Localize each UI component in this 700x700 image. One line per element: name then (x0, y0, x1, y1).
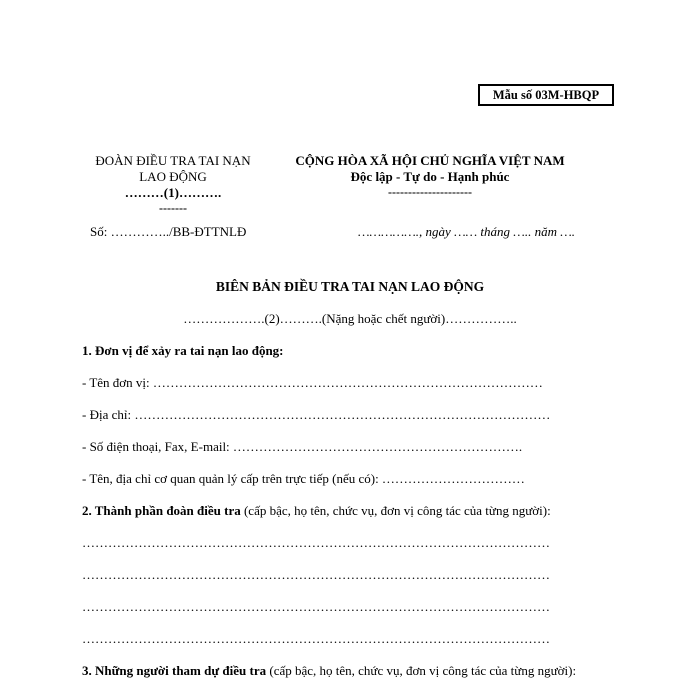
section2-heading: 2. Thành phần đoàn điều tra (82, 503, 241, 518)
form-code-box (478, 84, 614, 106)
document-subtitle: ……………….(2)……….(Nặng hoặc chết người)…………….. (183, 311, 517, 326)
agency-line1: ĐOÀN ĐIỀU TRA TAI NẠN (95, 153, 251, 168)
section3-note: (cấp bậc, họ tên, chức vụ, đơn vị công tác của từng người): (266, 663, 577, 678)
section3-heading: 3. Những người tham dự điều tra (82, 663, 267, 678)
section2-dots-4: ……………………………………………………………………………………………… (82, 631, 550, 646)
section2-heading-row (82, 503, 551, 519)
nation-header (280, 153, 580, 199)
document-number: Số: …………../BB-ĐTTNLĐ (90, 224, 247, 239)
section2-dots-3: ……………………………………………………………………………………………… (82, 599, 550, 614)
section1-parent-agency: - Tên, địa chỉ cơ quan quản lý cấp trên trực tiếp (nếu có): …………………………… (82, 471, 525, 486)
agency-line3: ………(1)………. (124, 185, 222, 200)
form-code: Mẫu số 03M-HBQP (492, 87, 600, 102)
section2-dots-1: ……………………………………………………………………………………………… (82, 535, 550, 550)
section1-heading: 1. Đơn vị để xảy ra tai nạn lao động: (82, 343, 284, 358)
section1-contact: - Số điện thoại, Fax, E-mail: …………………………………………………………. (82, 439, 523, 454)
nation-motto: Độc lập - Tự do - Hạnh phúc (350, 169, 510, 184)
section3-heading-row (82, 663, 576, 679)
section1-address: - Địa chỉ: …………………………………………………………………………………… (82, 407, 551, 422)
agency-header (82, 153, 264, 215)
document-title: BIÊN BẢN ĐIỀU TRA TAI NẠN LAO ĐỘNG (215, 279, 485, 294)
document-date: ……………., ngày …… tháng ….. năm …. (358, 224, 576, 239)
nation-dash: --------------------- (388, 185, 472, 199)
section2-dots-2: ……………………………………………………………………………………………… (82, 567, 550, 582)
agency-dash: ------- (159, 201, 187, 215)
agency-line2: LAO ĐỘNG (139, 169, 207, 184)
nation-line1: CỘNG HÒA XÃ HỘI CHỦ NGHĨA VIỆT NAM (295, 153, 565, 168)
section1-unit-name: - Tên đơn vị: ……………………………………………………………………………… (82, 375, 543, 390)
section2-note: (cấp bậc, họ tên, chức vụ, đơn vị công tác của từng người): (240, 503, 551, 518)
